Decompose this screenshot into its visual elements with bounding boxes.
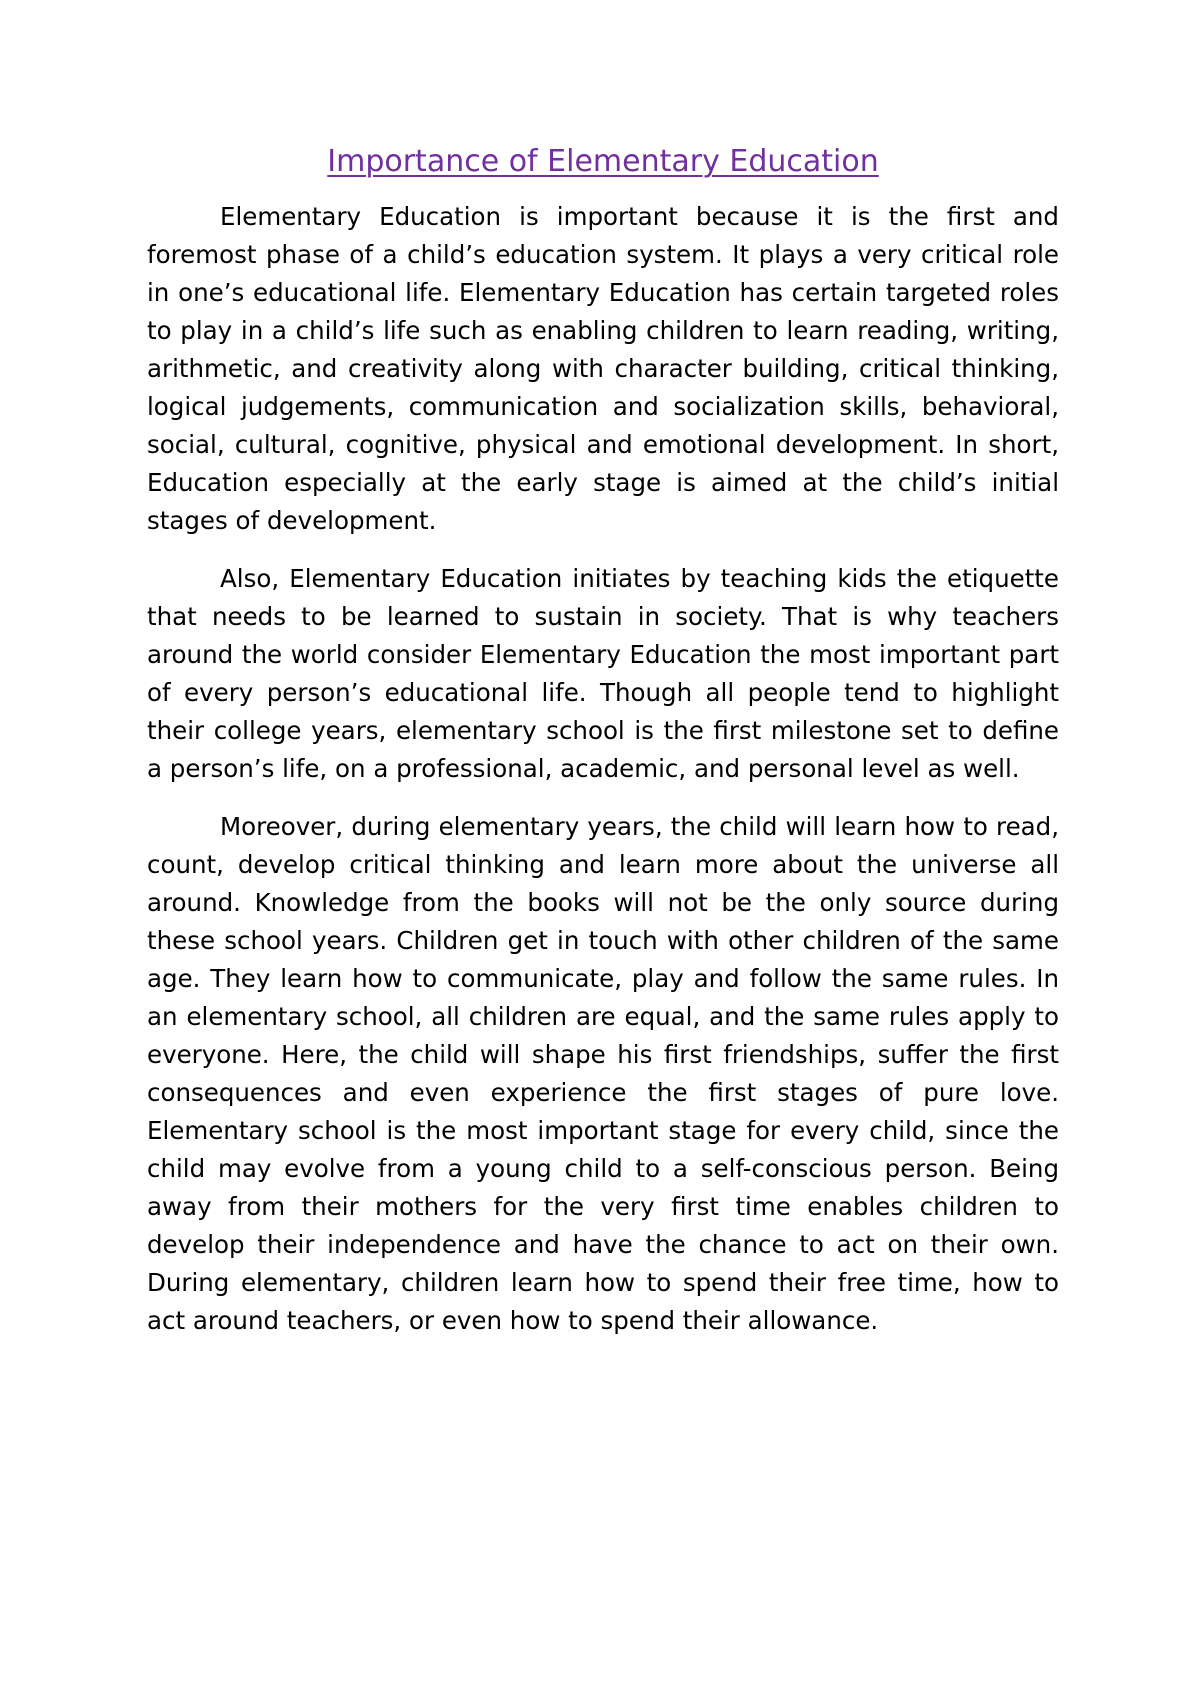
paragraph-3: Moreover, during elementary years, the child will learn how to read, count, develop critical thinking and learn more about the universe all around. Knowledge from the books will not be the only source during these school years. Children get in touch with other children of the same age. They learn how to communicate, play and follow the same rules. In an elementary school, all children are equal, and the same rules apply to everyone. Here, the child will shape his first friendships, suffer the first consequences and even experience the first stages of pure love. Elementary school is the most important stage for every child, since the child may evolve from a young child to a self-conscious person. Being away from their mothers for the very first time enables children to develop their independence and have the chance to act on their own. During elementary, children learn how to spend their free time, how to act around teachers, or even how to spend their allowance.: [147, 812, 1059, 1335]
paragraph-1: Elementary Education is important because it is the first and foremost phase of a child’s education system. It plays a very critical role in one’s educational life. Elementary Education has certain targeted roles to play in a child’s life such as enabling children to learn reading, writing, arithmetic, and creativity along with character building, critical thinking, logical judgements, communication and socialization skills, behavioral, social, cultural, cognitive, physical and emotional development. In short, Education especially at the early stage is aimed at the child’s initial stages of development.: [147, 202, 1059, 535]
paragraph-2: Also, Elementary Education initiates by teaching kids the etiquette that needs to be learned to sustain in society. That is why teachers around the world consider Elementary Education the most important part of every person’s educational life. Though all people tend to highlight their college years, elementary school is the first milestone set to define a person’s life, on a professional, academic, and personal level as well.: [147, 564, 1059, 783]
document-body: [147, 142, 1059, 1360]
document-title: Importance of Elementary Education: [327, 144, 879, 179]
